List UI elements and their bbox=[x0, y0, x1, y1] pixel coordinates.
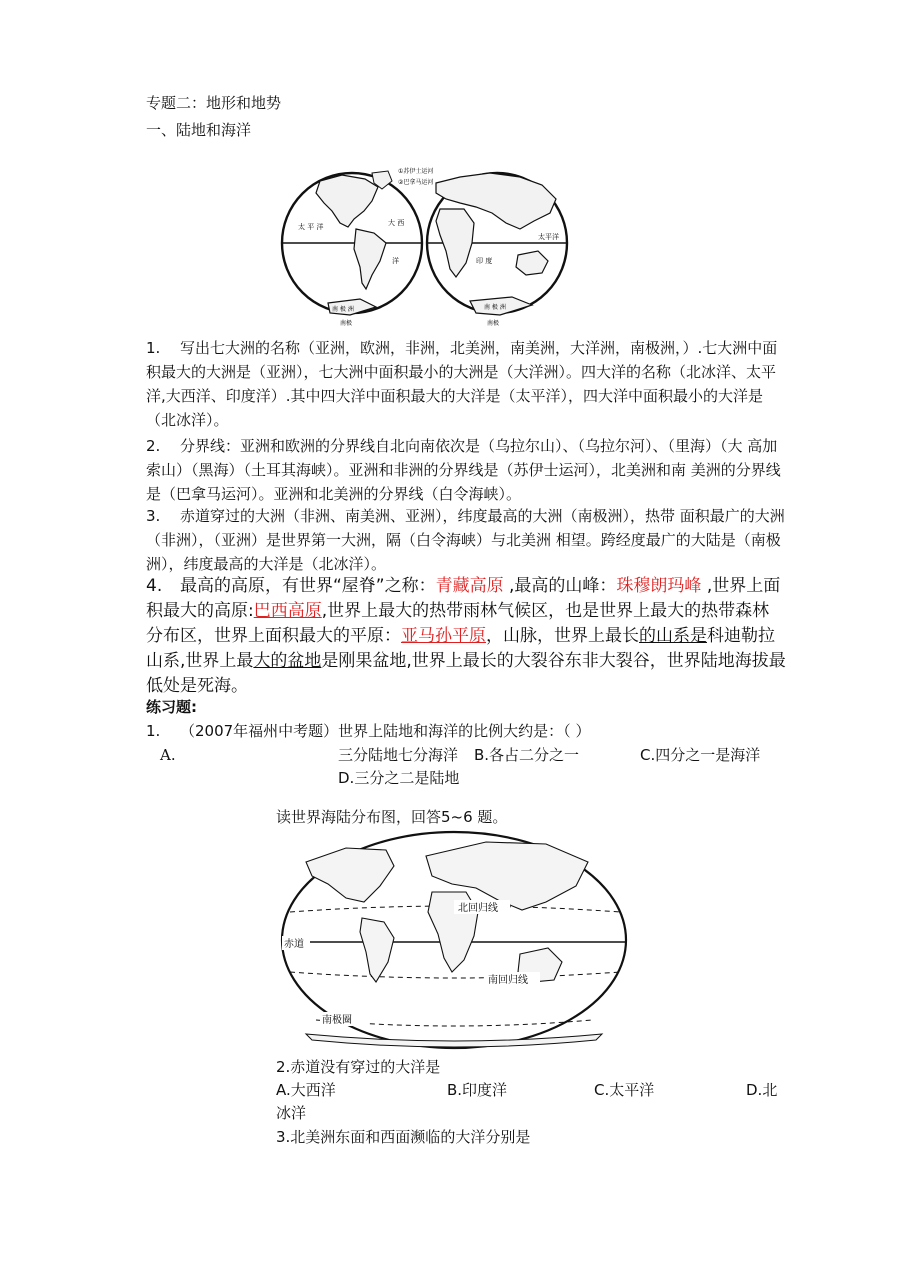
practice-q1-a-label: A. bbox=[160, 746, 176, 764]
svg-text:赤道: 赤道 bbox=[284, 939, 304, 950]
topic-title: 专题二：地形和地势 bbox=[146, 94, 282, 112]
svg-text:南极: 南极 bbox=[487, 320, 500, 327]
practice-q3: 3.北美洲东面和西面濒临的大洋分别是 bbox=[276, 1128, 531, 1146]
answer-brazil-plateau: 巴西高原 bbox=[253, 601, 322, 621]
question-4: 4. 最高的高原，有世界“屋脊”之称：青藏高原 ,最高的山峰：珠穆朗玛峰 ,世界上面积最大的高原:巴西高原,世界上最大的热带雨林气候区，也是世界上最大的热带森林分布区，世界上面积最大的平原：亚马孙平原，山脉，世界上最长的山系是科迪勒拉山系,世界上最大的盆地是刚果盆地,世界上最长的大裂谷东非大裂谷，世界陆地海拔最低处是死海。 bbox=[146, 576, 786, 696]
svg-text:①苏伊士运河: ①苏伊士运河 bbox=[398, 168, 434, 175]
svg-text:②巴拿马运河: ②巴拿马运河 bbox=[398, 179, 434, 186]
practice-q2: 2.赤道没有穿过的大洋是 bbox=[276, 1058, 441, 1076]
practice-q2-option-d-cont: 冰洋 bbox=[276, 1104, 307, 1122]
svg-text:太平洋: 太平洋 bbox=[538, 233, 559, 241]
question-1: 1. 写出七大洲的名称（亚洲，欧洲，非洲，北美洲，南美洲，大洋洲，南极洲，）.七大洲中面积最大的大洲是（亚洲），七大洲中面积最小的大洲是（大洋洲）。四大洋的名称（北冰洋、太平洋,大西洋、印度洋）.其中四大洋中面积最大的大洋是（太平洋），四大洋中面积最小的大洋是（北冰洋）。 bbox=[146, 339, 778, 429]
svg-text:印 度: 印 度 bbox=[476, 257, 493, 265]
practice-q1-option-d: D.三分之二是陆地 bbox=[338, 769, 460, 787]
practice-q1-option-c: C.四分之一是海洋 bbox=[640, 746, 761, 764]
svg-text:南 极 洲: 南 极 洲 bbox=[484, 304, 506, 311]
answer-everest: 珠穆朗玛峰 bbox=[616, 576, 702, 596]
practice-q2-option-a: A.大西洋 bbox=[276, 1081, 336, 1099]
practice-q2-option-d: D.北 bbox=[746, 1081, 778, 1099]
svg-text:大 西: 大 西 bbox=[388, 219, 405, 227]
answer-qinghai-tibet: 青藏高原 bbox=[435, 576, 504, 596]
practice-q1: 1. （2007年福州中考题）世界上陆地和海洋的比例大约是：（ ） bbox=[146, 722, 591, 740]
practice-q1-option-b: B.各占二分之一 bbox=[474, 746, 580, 764]
practice-q1-option-a: 三分陆地七分海洋 bbox=[338, 746, 459, 764]
question-3: 3. 赤道穿过的大洲（非洲、南美洲、亚洲），纬度最高的大洲（南极洲），热带 面积最广的大洲（非洲），（亚洲）是世界第一大洲，隔（白令海峡）与北美洲 相望。跨经度最广的大陆是（南极洲），纬度最高的大洋是（北冰洋）。 bbox=[146, 507, 785, 573]
question-2: 2. 分界线：亚洲和欧洲的分界线自北向南依次是（乌拉尔山）、（乌拉尔河）、（里海）（大 高加索山）（黑海）（土耳其海峡）。亚洲和非洲的分界线是（苏伊士运河），北美洲和南 美洲的分界线是（巴拿马运河）。亚洲和北美洲的分界线（白令海峡）。 bbox=[146, 437, 781, 503]
svg-text:南 极 洲: 南 极 洲 bbox=[332, 306, 354, 313]
svg-text:洋: 洋 bbox=[392, 257, 399, 265]
section-title: 一、陆地和海洋 bbox=[146, 121, 252, 139]
read-map-instruction: 读世界海陆分布图，回答5~6 题。 bbox=[276, 808, 508, 826]
svg-text:南极: 南极 bbox=[340, 320, 353, 327]
hemisphere-map bbox=[280, 163, 572, 328]
svg-text:南极圈: 南极圈 bbox=[322, 1015, 352, 1026]
svg-text:太 平 洋: 太 平 洋 bbox=[298, 223, 324, 231]
practice-q2-option-c: C.太平洋 bbox=[594, 1081, 655, 1099]
practice-title: 练习题: bbox=[146, 698, 197, 716]
answer-amazon-plain: 亚马孙平原 bbox=[401, 626, 486, 646]
svg-text:北回归线: 北回归线 bbox=[458, 903, 498, 914]
practice-q2-option-b: B.印度洋 bbox=[447, 1081, 508, 1099]
svg-text:南回归线: 南回归线 bbox=[488, 975, 528, 986]
world-map bbox=[276, 826, 632, 1054]
